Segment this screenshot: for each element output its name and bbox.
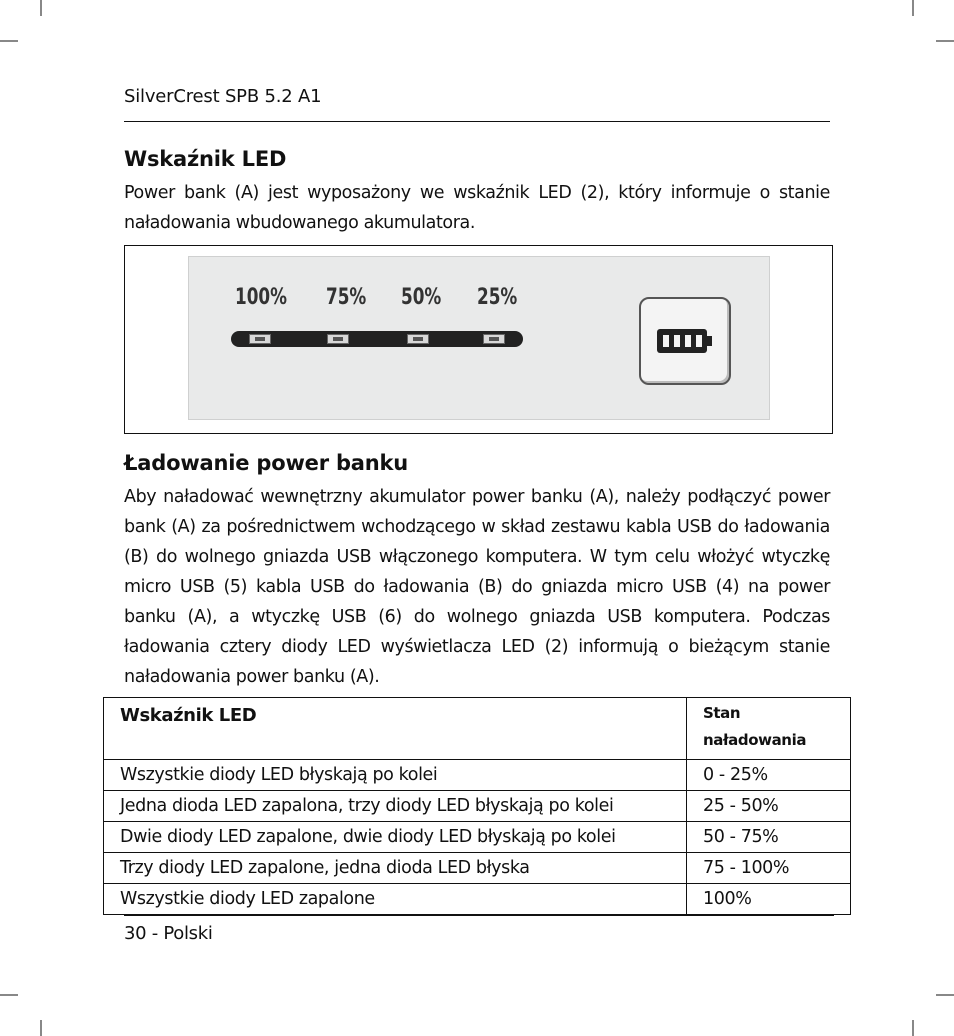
section-heading-led-indicator: Wskaźnik LED — [124, 147, 287, 171]
table-cell-led: Trzy diody LED zapalone, jedna dioda LED błyska — [104, 853, 687, 884]
crop-mark — [936, 994, 954, 996]
crop-mark — [40, 1020, 42, 1036]
table-cell-charge: 75 - 100% — [687, 853, 851, 884]
table-cell-charge: 0 - 25% — [687, 760, 851, 791]
crop-mark — [936, 40, 954, 42]
crop-mark — [40, 0, 42, 16]
crop-mark — [912, 1020, 914, 1036]
section-heading-charging: Ładowanie power banku — [124, 451, 409, 475]
table-cell-charge: 100% — [687, 884, 851, 915]
led-100-icon — [249, 334, 271, 344]
crop-mark — [912, 0, 914, 16]
led-status-table — [103, 697, 851, 915]
led-label-100: 100% — [235, 285, 287, 310]
table-row — [104, 822, 851, 853]
crop-mark — [0, 994, 18, 996]
crop-mark — [0, 40, 18, 42]
column-header-led: Wskaźnik LED — [104, 698, 687, 760]
table-cell-led: Jedna dioda LED zapalona, trzy diody LED błyskają po kolei — [104, 791, 687, 822]
led-label-25: 25% — [477, 285, 518, 310]
led-50-icon — [407, 334, 429, 344]
battery-icon — [657, 329, 707, 353]
table-row — [104, 853, 851, 884]
table-row — [104, 884, 851, 915]
footer-divider — [124, 915, 834, 916]
charging-paragraph: Aby naładować wewnętrzny akumulator power banku (A), należy podłączyć power bank (A) za pośrednictwem wchodzącego w skład zestawu kabla USB do ładowania (B) do wolnego gniazda USB włączonego komputera. W tym celu włożyć wtyczkę micro USB (5) kabla USB do ładowania (B) do gniazda micro USB (4) na power banku (A), a wtyczkę USB (6) do wolnego gniazda USB komputera. Podczas ładowania cztery diody LED wyświetlacza LED (2) informują o bieżącym stanie naładowania power banku (A). — [124, 487, 830, 687]
page-header: SilverCrest SPB 5.2 A1 — [124, 86, 322, 107]
table-cell-charge: 50 - 75% — [687, 822, 851, 853]
table-cell-charge: 25 - 50% — [687, 791, 851, 822]
column-header-charge-state: Stan naładowania — [687, 698, 851, 760]
led-25-icon — [483, 334, 505, 344]
led-panel-photo — [188, 256, 770, 420]
table-header-row — [104, 698, 851, 760]
led-label-50: 50% — [401, 285, 442, 310]
power-button — [639, 297, 731, 385]
table-cell-led: Wszystkie diody LED błyskają po kolei — [104, 760, 687, 791]
led-strip — [231, 331, 523, 347]
battery-tip-icon — [707, 336, 712, 346]
led-label-75: 75% — [326, 285, 367, 310]
table-cell-led: Wszystkie diody LED zapalone — [104, 884, 687, 915]
led-75-icon — [327, 334, 349, 344]
table-cell-led: Dwie diody LED zapalone, dwie diody LED błyskają po kolei — [104, 822, 687, 853]
header-divider — [124, 121, 830, 122]
table-row — [104, 760, 851, 791]
table-row — [104, 791, 851, 822]
page-footer: 30 - Polski — [124, 923, 213, 944]
led-indicator-paragraph: Power bank (A) jest wyposażony we wskaźnik LED (2), który informuje o stanie naładowania wbudowanego akumulatora. — [124, 183, 830, 233]
